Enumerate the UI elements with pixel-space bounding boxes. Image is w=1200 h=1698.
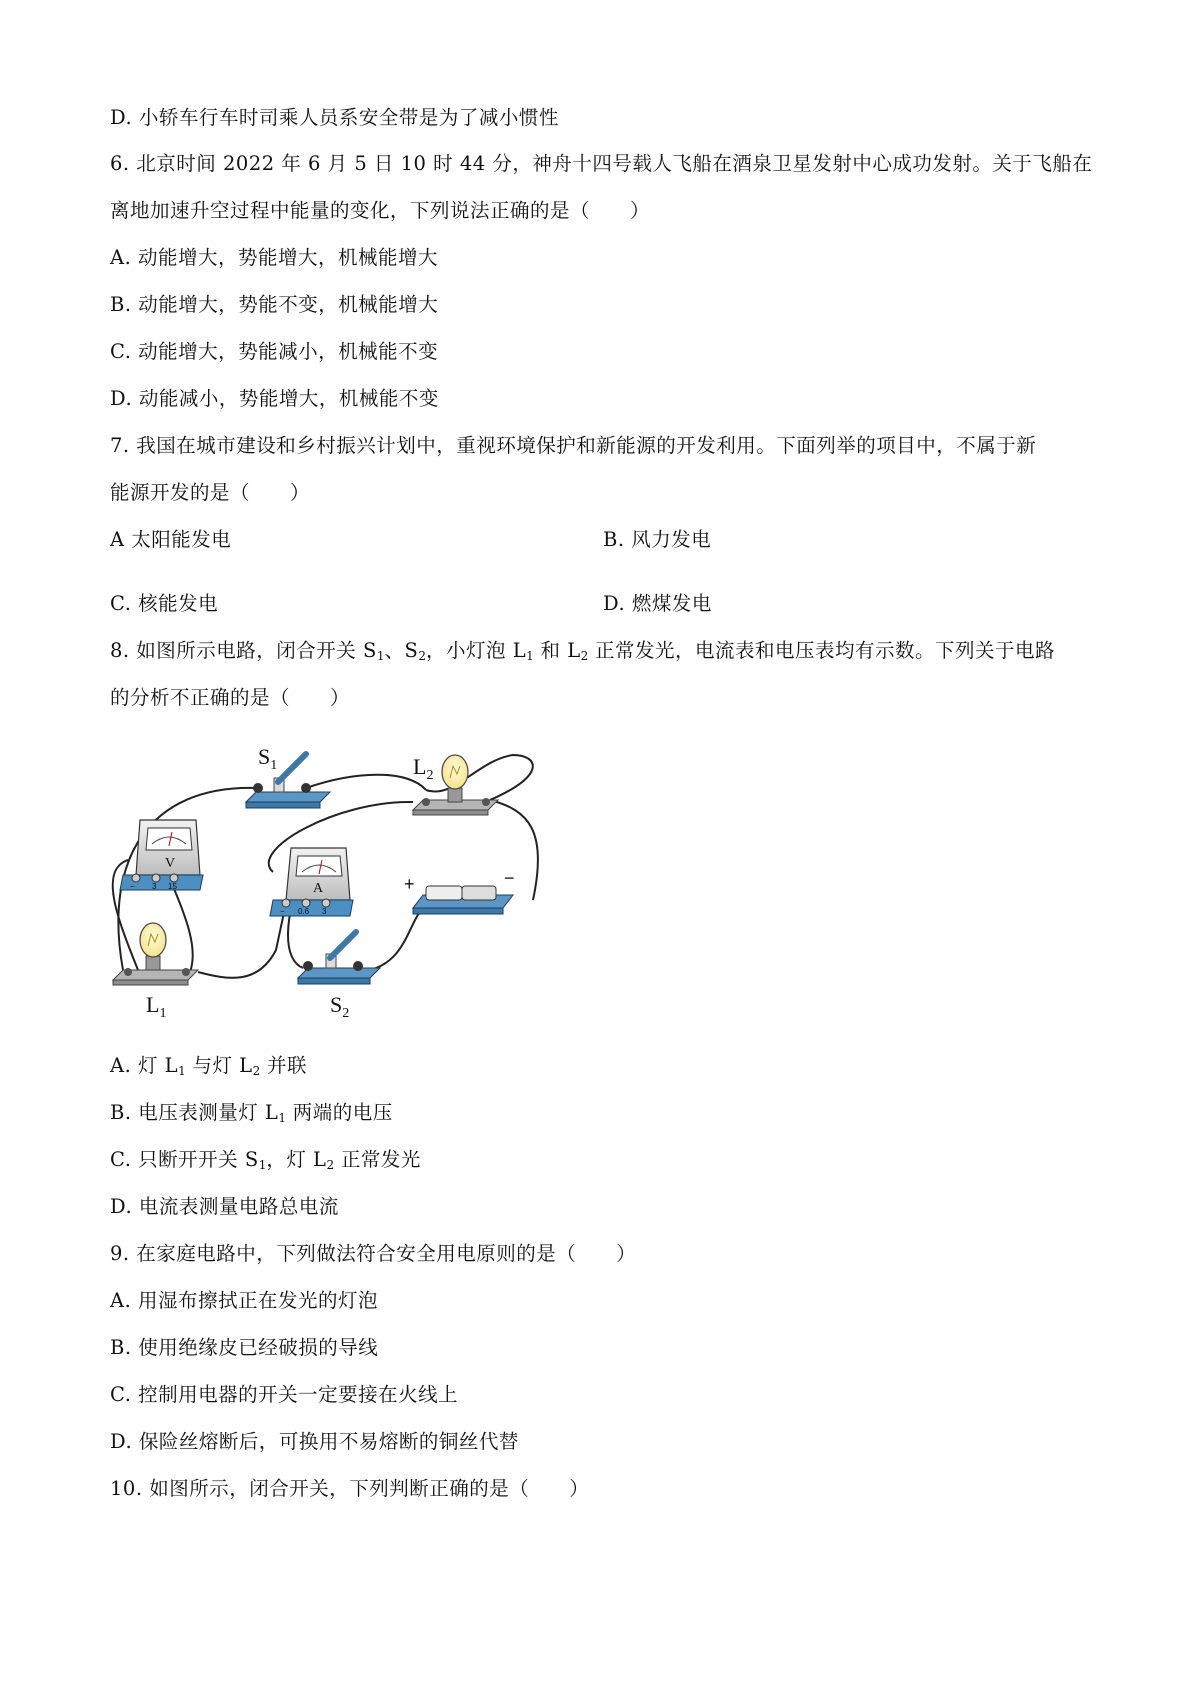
q6-option-c: C. 动能增大，势能减小，机械能不变 bbox=[110, 340, 439, 363]
svg-text:15: 15 bbox=[168, 882, 177, 891]
voltmeter bbox=[120, 820, 203, 891]
q7-stem-line2: 能源开发的是（ ） bbox=[110, 481, 311, 504]
q6-stem-line2: 离地加速升空过程中能量的变化，下列说法正确的是（ ） bbox=[110, 199, 651, 222]
q10-stem: 10. 如图所示，闭合开关，下列判断正确的是（ ） bbox=[110, 1477, 590, 1500]
q8-option-a: A. 灯 $L_1$ 与灯 $L_2$ 并联 bbox=[110, 1054, 307, 1078]
q8-option-d: D. 电流表测量电路总电流 bbox=[110, 1195, 339, 1218]
q6-option-a: A. 动能增大，势能增大，机械能增大 bbox=[110, 246, 438, 269]
label-l2: $L_2$ bbox=[413, 754, 434, 783]
q7-option-a: A 太阳能发电 bbox=[110, 528, 232, 551]
q9-stem: 9. 在家庭电路中，下列做法符合安全用电原则的是（ ） bbox=[110, 1242, 637, 1265]
label-s1: $S_1$ bbox=[258, 744, 278, 773]
q9-option-d: D. 保险丝熔断后，可换用不易熔断的铜丝代替 bbox=[110, 1430, 519, 1453]
svg-text:A: A bbox=[313, 881, 324, 896]
q8-option-c: C. 只断开开关 $S_1$，灯 $L_2$ 正常发光 bbox=[110, 1148, 421, 1172]
ammeter bbox=[270, 848, 353, 916]
q7-option-c: C. 核能发电 bbox=[110, 592, 219, 615]
q8-stem-line1: 8. 如图所示电路，闭合开关 $S_1$、$S_2$，小灯泡 $L_1$ 和 $L_2$ 正常发光，电流表和电压表均有示数。下列关于电路 bbox=[110, 639, 1056, 663]
svg-text:3: 3 bbox=[322, 907, 327, 916]
battery bbox=[404, 868, 515, 914]
q8-stem-line2: 的分析不正确的是（ ） bbox=[110, 686, 351, 709]
q9-option-b: B. 使用绝缘皮已经破损的导线 bbox=[110, 1336, 379, 1359]
q9-option-a: A. 用湿布擦拭正在发光的灯泡 bbox=[110, 1289, 378, 1312]
q6-stem-line1: 6. 北京时间 2022 年 6 月 5 日 10 时 44 分，神舟十四号载人飞船在酒泉卫星发射中心成功发射。关于飞船在 bbox=[110, 152, 1093, 175]
q7-option-d: D. 燃煤发电 bbox=[603, 592, 712, 615]
q5-option-d: D. 小轿车行车时司乘人员系安全带是为了减小惯性 bbox=[110, 106, 559, 129]
svg-text:3: 3 bbox=[152, 882, 157, 891]
q6-option-d: D. 动能减小，势能增大，机械能不变 bbox=[110, 387, 439, 410]
q9-option-c: C. 控制用电器的开关一定要接在火线上 bbox=[110, 1383, 459, 1406]
svg-text:−: − bbox=[280, 907, 285, 916]
q7-option-b: B. 风力发电 bbox=[603, 528, 712, 551]
label-s2: $S_2$ bbox=[330, 992, 350, 1021]
q8-option-b: B. 电压表测量灯 $L_1$ 两端的电压 bbox=[110, 1101, 393, 1125]
svg-text:−: − bbox=[130, 882, 135, 891]
circuit-diagram bbox=[108, 740, 588, 1035]
svg-text:V: V bbox=[165, 856, 176, 871]
bulb-l1 bbox=[113, 923, 198, 985]
svg-text:−: − bbox=[504, 868, 515, 888]
q6-option-b: B. 动能增大，势能不变，机械能增大 bbox=[110, 293, 439, 316]
svg-text:0.6: 0.6 bbox=[298, 907, 310, 916]
label-l1: $L_1$ bbox=[146, 992, 167, 1021]
switch-s2 bbox=[298, 932, 380, 984]
svg-text:+: + bbox=[404, 874, 415, 894]
q7-stem-line1: 7. 我国在城市建设和乡村振兴计划中，重视环境保护和新能源的开发利用。下面列举的项目中，不属于新 bbox=[110, 434, 1037, 457]
